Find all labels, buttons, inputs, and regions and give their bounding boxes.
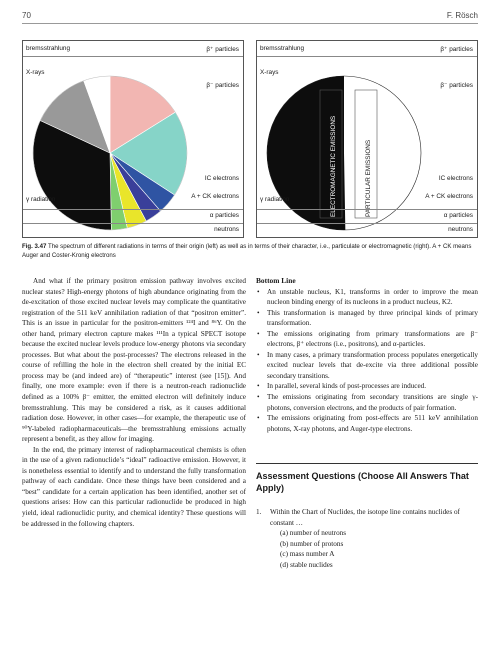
list-item-text: The emissions originating from primary transformations are β⁻ electrons, β⁺ electrons (i.e., positrons), and α-particles. <box>267 329 478 349</box>
list-item <box>256 308 478 329</box>
running-author: F. Rösch <box>446 11 478 20</box>
list-item-text: This transformation is managed by three principal kinds of primary transformation. <box>267 308 478 328</box>
label-beta-minus: β⁻ particles <box>440 82 473 89</box>
page-header <box>22 9 478 23</box>
label-beta-minus: β⁻ particles <box>206 82 239 89</box>
answer-option: (d) stable nuclides <box>280 560 333 569</box>
label-gamma-radiation: γ radiation <box>260 196 290 203</box>
bullet-icon: • <box>257 382 260 391</box>
label-gamma-radiation: γ radiation <box>26 196 56 203</box>
header-rule <box>22 23 478 24</box>
list-item-text: In many cases, a primary transformation process populates energetically excited nuclear levels that de-excite via three additional possible secondary transitions. <box>267 350 478 380</box>
label-alpha-particles: α particles <box>209 212 239 219</box>
question-text: Within the Chart of Nuclides, the isotope line contains nuclides of constant … <box>270 508 460 527</box>
list-item <box>256 287 478 308</box>
list-item-text: The emissions originating from secondary transitions are single γ-photons, conversion electrons, and the products of pair formation. <box>267 392 478 412</box>
section-rule <box>256 463 478 464</box>
figure-right-pie <box>257 41 477 237</box>
label-bremsstrahlung: bremsstrahlung <box>26 45 71 52</box>
label-particular-emissions: PARTICULAR EMISSIONS <box>365 139 372 217</box>
figure-caption <box>22 243 478 260</box>
bullet-icon: • <box>257 350 260 359</box>
question-1 <box>256 507 478 571</box>
list-item <box>256 350 478 382</box>
label-beta-plus: β⁺ particles <box>440 46 473 53</box>
label-divider <box>23 209 243 210</box>
label-divider <box>23 223 243 224</box>
question-number: 1. <box>256 508 262 516</box>
caption-text: The spectrum of different radiations in terms of their origin (left) as well as in terms of their character, i.e., particulate or electromagnetic (right). A + CK means Auger and Coster-Kronig electrons <box>22 243 472 259</box>
bullet-icon: • <box>257 287 260 296</box>
answer-option: (b) number of protons <box>280 539 344 548</box>
list-item-text: The emissions originating from post-effects are 511 keV annihilation photons, X-ray photons, and Auger-type electrons. <box>267 414 478 433</box>
list-item-text: An unstable nucleus, K1, transforms in order to improve the mean nucleon binding energy of its nucleons in a product nucleus, K2. <box>267 287 478 307</box>
label-neutrons: neutrons <box>448 226 473 233</box>
figure-left-panel <box>22 40 244 238</box>
left-column <box>22 276 246 529</box>
caption-label: Fig. 3.47 <box>22 243 47 250</box>
answer-option: (c) mass number A <box>280 550 335 559</box>
list-item-text: In parallel, several kinds of post-processes are induced. <box>267 382 427 391</box>
label-xrays: X-rays <box>260 69 279 76</box>
bottom-line-list <box>256 287 478 435</box>
figure-left-pie <box>23 41 243 237</box>
label-auger-electrons: A + CK electrons <box>191 193 239 200</box>
label-beta-plus: β⁺ particles <box>206 46 239 53</box>
right-column <box>256 276 478 434</box>
body-paragraph: And what if the primary positron emission pathway involves excited nuclear states? High-energy photons of high abundance originating from the de-excitation of those excited nuclear levels may complicate the quantitative registration of the 511 keV annihilation radiation of that “positron emitter”. This is an issue in particular for the positron-emitters ¹²⁴I and ⁸⁶Y. On the other hand, primary electron capture makes ¹¹¹In a typical SPECT isotope because the excited nuclear levels produce low-energy photons via secondary processes. But what about the post-processes? The electrons released in the course of refilling the hole in the electron shell created by the initial EC process may be (and indeed are) of “therapeutic” interest (see [15]). And finally, one more example: even if there is a neutron-reach radionuclide defined as a 100% β⁻ emitter, the emitted electron will definitely induce bremsstrahlung. This may be considered a risk, as it causes additional radiation dose. However, in other cases—for example, the therapeutic use of ⁹⁰Y-labeled radiopharmaceuticals—the bremsstrahlung emissions actually represent a benefit, as they allow for imaging. <box>22 277 246 444</box>
label-xrays: X-rays <box>26 69 45 76</box>
label-bremsstrahlung: bremsstrahlung <box>260 45 305 52</box>
label-electromagnetic-emissions: ELECTROMAGNETIC EMISSIONS <box>330 115 337 217</box>
bullet-icon: • <box>257 414 260 423</box>
bottom-line-heading: Bottom Line <box>256 276 296 285</box>
figure-right-panel <box>256 40 478 238</box>
label-ic-electrons: IC electrons <box>204 175 239 182</box>
body-paragraph: In the end, the primary interest of radiopharmaceutical chemists is often in the use of a given radionuclide’s “ideal” radioactive emission. However, it is nonetheless essential to identify and to understand the fully transformation pathway of each candidate. Once these things have been considered and a “best” candidate for a certain application has been identified, another set of questions arises: How can this particular radionuclide be produced in high yield, ideal radionuclidic purity, and chemical identity? These questions will be addressed in the following chapters. <box>22 445 246 528</box>
label-ic-electrons: IC electrons <box>438 175 473 182</box>
label-divider <box>23 56 243 57</box>
label-divider <box>257 56 477 57</box>
bullet-icon: • <box>257 329 260 338</box>
label-divider <box>257 209 477 210</box>
bullet-icon: • <box>257 392 260 401</box>
list-item <box>256 381 478 392</box>
page-number: 70 <box>22 11 31 20</box>
label-divider <box>257 223 477 224</box>
bullet-icon: • <box>257 308 260 317</box>
label-alpha-particles: α particles <box>443 212 473 219</box>
label-auger-electrons: A + CK electrons <box>425 193 473 200</box>
list-item <box>256 392 478 413</box>
label-neutrons: neutrons <box>214 226 239 233</box>
assessment-heading: Assessment Questions (Choose All Answers That Apply) <box>256 471 469 493</box>
list-item <box>256 329 478 350</box>
answer-option: (a) number of neutrons <box>280 529 347 538</box>
list-item <box>256 413 478 434</box>
